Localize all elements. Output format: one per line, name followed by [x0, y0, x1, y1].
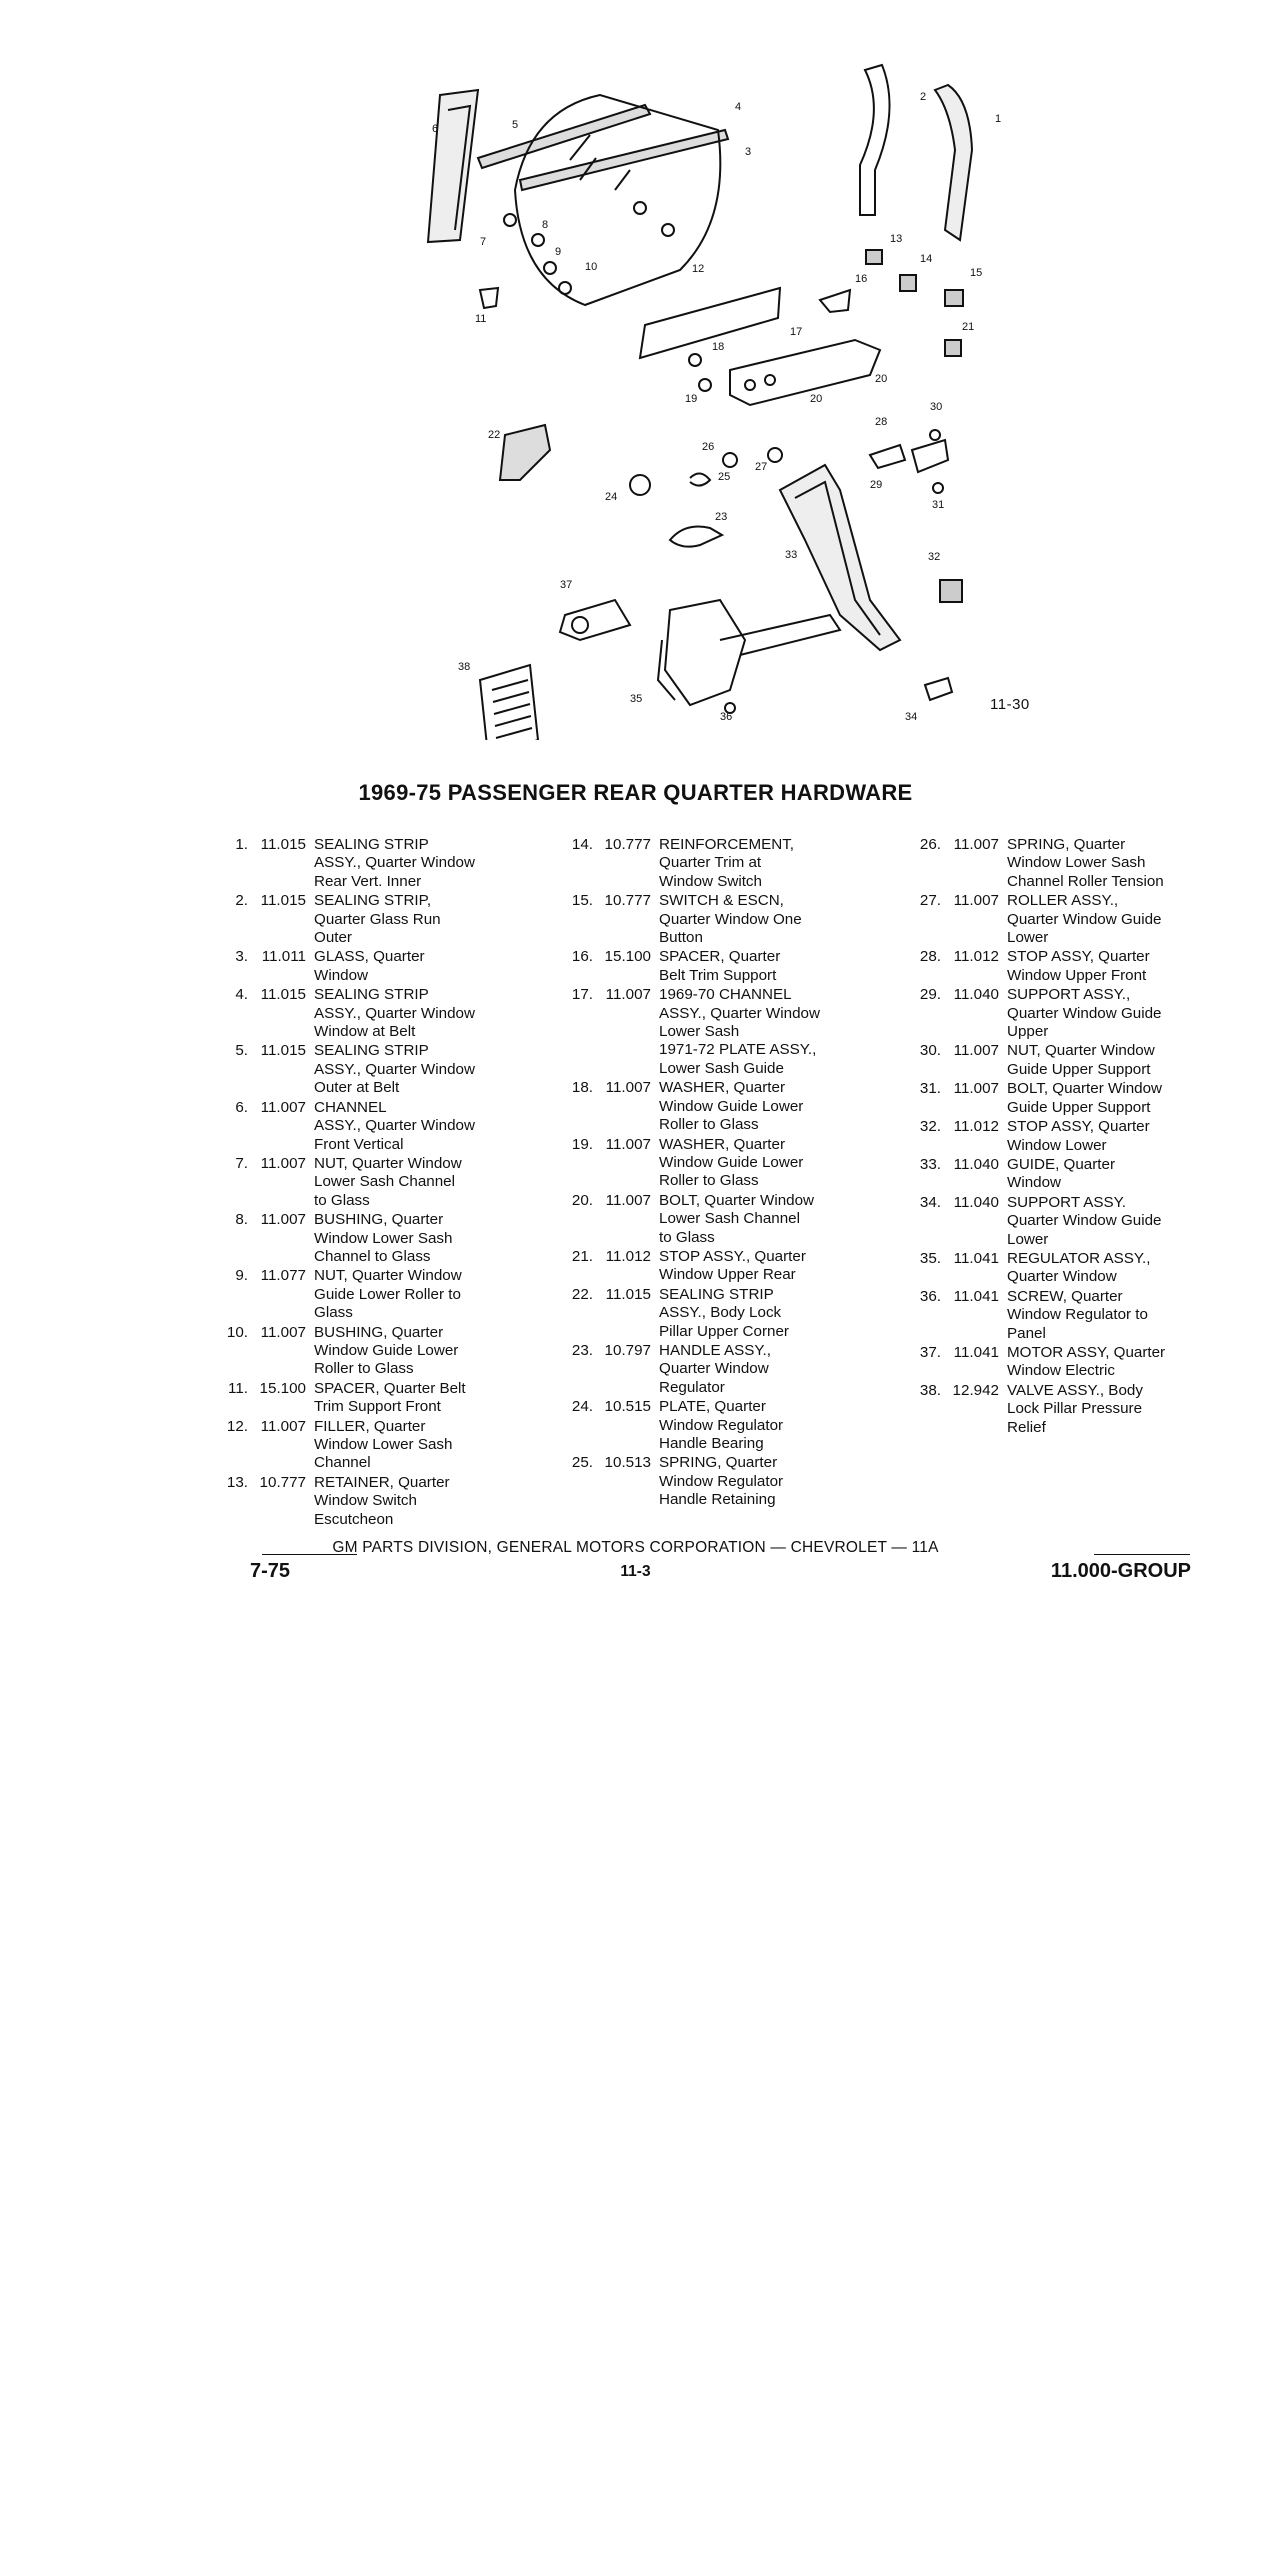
item-number: 37. [919, 1343, 941, 1361]
group-number: 11.040 [953, 1155, 999, 1173]
group-number: 11.007 [605, 1135, 651, 1153]
parts-list-item [905, 1156, 1235, 1193]
item-description: NUT, Quarter Window Guide Upper Support [1007, 1042, 1155, 1078]
parts-list-item [212, 1042, 542, 1097]
item-description: BUSHING, Quarter Window Guide Lower Roller to Glass [314, 1323, 459, 1378]
item-number: 15. [571, 892, 593, 910]
item-number: 23. [571, 1341, 593, 1359]
callout-5: 5 [512, 119, 519, 131]
item-description: SWITCH & ESCN, Quarter Window One Button [659, 892, 802, 947]
callout-1: 1 [995, 113, 1002, 125]
item-description: BOLT, Quarter Window Lower Sash Channel to Glass [659, 1191, 815, 1246]
item-description: VALVE ASSY., Body Lock Pillar Pressure Relief [1007, 1381, 1143, 1436]
parts-list-item [557, 1192, 887, 1247]
group-number: 11.015 [260, 836, 306, 853]
parts-list-item [557, 1079, 887, 1134]
item-description: STOP ASSY, Quarter Window Lower [1007, 1118, 1150, 1154]
item-number: 9. [235, 1267, 248, 1285]
group-number: 11.041 [953, 1343, 999, 1361]
item-number: 12. [226, 1417, 248, 1435]
item-number: 35. [919, 1249, 941, 1267]
item-number: 26. [919, 836, 941, 853]
item-description: SUPPORT ASSY. Quarter Window Guide Lower [1007, 1193, 1162, 1248]
parts-list-item [212, 948, 542, 985]
item-description: SEALING STRIP, Quarter Glass Run Outer [314, 892, 441, 947]
item-number: 33. [919, 1155, 941, 1173]
callout-30: 30 [930, 401, 943, 413]
parts-list-item [557, 892, 887, 947]
callout-2: 2 [920, 91, 927, 103]
parts-list-item [212, 1099, 542, 1154]
parts-list-item [905, 986, 1235, 1041]
group-number: 10.515 [604, 1398, 651, 1416]
group-number: 10.777 [604, 892, 651, 910]
parts-list-item [905, 1344, 1235, 1381]
group-number: 11.077 [260, 1267, 306, 1285]
callout-23: 23 [715, 511, 728, 523]
callout-33: 33 [785, 549, 798, 561]
item-description: SEALING STRIP ASSY., Quarter Window Outer at Belt [314, 1042, 475, 1097]
item-number: 30. [919, 1042, 941, 1060]
group-number: 10.797 [604, 1341, 651, 1359]
callout-13: 13 [890, 233, 903, 245]
parts-list-item [557, 1398, 887, 1453]
parts-list-item [905, 948, 1235, 985]
page-title: 1969-75 PASSENGER REAR QUARTER HARDWARE [358, 780, 913, 805]
parts-list-item [905, 836, 1235, 891]
item-number: 24. [571, 1398, 593, 1416]
parts-list-item [905, 1042, 1235, 1079]
callout-24: 24 [605, 491, 618, 503]
callout-11: 11 [475, 313, 487, 325]
item-number: 25. [571, 1454, 593, 1472]
item-number: 22. [571, 1285, 593, 1303]
callout-26: 26 [702, 441, 715, 453]
group-number: 11.007 [953, 836, 999, 853]
item-number: 13. [226, 1473, 248, 1491]
parts-list-item [557, 1136, 887, 1191]
callout-32: 32 [928, 551, 941, 563]
item-number: 36. [919, 1287, 941, 1305]
callout-10: 10 [585, 261, 598, 273]
item-number: 21. [571, 1247, 593, 1265]
parts-list-item [212, 1267, 542, 1322]
item-description: STOP ASSY., Quarter Window Upper Rear [659, 1247, 806, 1284]
item-number: 7. [235, 1154, 248, 1172]
item-number: 1. [235, 836, 248, 853]
item-number: 34. [919, 1193, 941, 1211]
parts-illustration [400, 40, 1080, 740]
callout-14: 14 [920, 253, 933, 265]
item-description: SCREW, Quarter Window Regulator to Panel [1007, 1287, 1148, 1342]
item-number: 28. [919, 948, 941, 966]
callout-19: 19 [685, 393, 698, 405]
parts-list-item [905, 892, 1235, 947]
item-description: SPRING, Quarter Window Regulator Handle Retaining [659, 1454, 784, 1509]
item-number: 18. [571, 1079, 593, 1097]
item-description: NUT, Quarter Window Lower Sash Channel to Glass [314, 1154, 462, 1209]
callout-6: 6 [432, 123, 439, 135]
parts-list-item [212, 1474, 542, 1529]
parts-list-item [212, 1211, 542, 1266]
callout-21: 21 [962, 321, 975, 333]
footer-group: 11.000-GROUP [1050, 1560, 1191, 1582]
callout-22: 22 [488, 429, 501, 441]
parts-list-item [557, 986, 887, 1078]
item-number: 19. [571, 1135, 593, 1153]
item-description: SUPPORT ASSY., Quarter Window Guide Upper [1007, 986, 1162, 1041]
parts-list-item [212, 1155, 542, 1210]
group-number: 12.942 [952, 1381, 999, 1399]
item-number: 29. [919, 986, 941, 1004]
group-number: 11.040 [953, 1193, 999, 1211]
item-number: 17. [571, 986, 593, 1004]
item-number: 3. [235, 948, 248, 966]
group-number: 10.513 [604, 1454, 651, 1472]
callout-35: 35 [630, 693, 643, 705]
item-description: WASHER, Quarter Window Guide Lower Roller to Glass [659, 1079, 804, 1134]
group-number: 11.007 [953, 1080, 999, 1098]
item-number: 2. [235, 892, 248, 910]
callout-27: 27 [755, 461, 768, 473]
footer-page-number: 11-3 [620, 1563, 651, 1580]
parts-list-item [557, 1342, 887, 1397]
parts-list-item [905, 1382, 1235, 1437]
item-description: BOLT, Quarter Window Guide Upper Support [1007, 1080, 1163, 1116]
item-description: REINFORCEMENT, Quarter Trim at Window Switch [659, 836, 795, 890]
item-description: SPACER, Quarter Belt Trim Support [659, 948, 781, 984]
group-number: 11.041 [953, 1249, 999, 1267]
callout-20b: 20 [810, 393, 823, 405]
item-number: 11. [228, 1379, 248, 1397]
item-description: BUSHING, Quarter Window Lower Sash Channel to Glass [314, 1211, 453, 1265]
item-description: MOTOR ASSY, Quarter Window Electric [1007, 1343, 1166, 1380]
callout-16: 16 [855, 273, 868, 285]
item-description: REGULATOR ASSY., Quarter Window [1007, 1249, 1151, 1286]
item-number: 38. [919, 1381, 941, 1399]
item-description: SPACER, Quarter Belt Trim Support Front [314, 1379, 466, 1416]
callout-4: 4 [735, 101, 742, 113]
callout-3: 3 [745, 146, 752, 158]
parts-list-item [557, 1454, 887, 1509]
group-number: 11.007 [605, 986, 651, 1004]
item-description: WASHER, Quarter Window Guide Lower Roller to Glass [659, 1135, 804, 1190]
item-description: NUT, Quarter Window Guide Lower Roller to Glass [314, 1267, 462, 1322]
item-description: CHANNEL ASSY., Quarter Window Front Vertical [314, 1098, 475, 1153]
item-description: STOP ASSY, Quarter Window Upper Front [1007, 948, 1150, 984]
parts-list-item [905, 1194, 1235, 1249]
group-number: 11.012 [953, 1118, 999, 1136]
parts-list-item [905, 1080, 1235, 1117]
item-description: SPRING, Quarter Window Lower Sash Channel Roller Tension [1007, 836, 1164, 890]
footer-publisher-line: GM PARTS DIVISION, GENERAL MOTORS CORPORATION — CHEVROLET — 11A [332, 1539, 939, 1556]
group-number: 11.007 [605, 1079, 651, 1097]
callout-31: 31 [932, 499, 945, 511]
group-number: 11.007 [953, 1042, 999, 1060]
parts-list-item [905, 1288, 1235, 1343]
group-number: 11.015 [260, 1042, 306, 1060]
group-number: 11.041 [953, 1287, 999, 1305]
parts-list-item [557, 1286, 887, 1341]
parts-list-column-2 [557, 836, 887, 1511]
group-number: 11.007 [260, 1098, 306, 1116]
item-description: GUIDE, Quarter Window [1007, 1155, 1116, 1192]
group-number: 11.007 [260, 1417, 306, 1435]
callout-38: 38 [458, 661, 471, 673]
item-number: 4. [235, 986, 248, 1004]
group-number: 11.015 [260, 892, 306, 910]
group-number: 11.015 [605, 1285, 651, 1303]
callout-20: 20 [875, 373, 888, 385]
parts-list-item [212, 836, 542, 891]
item-description: SEALING STRIP ASSY., Quarter Window Window at Belt [314, 986, 475, 1041]
item-description: PLATE, Quarter Window Regulator Handle Bearing [659, 1398, 784, 1452]
item-description: GLASS, Quarter Window [314, 948, 425, 984]
parts-list-item [905, 1250, 1235, 1287]
callout-labels [432, 91, 1001, 723]
item-description: 1969-70 CHANNEL ASSY., Quarter Window Lower Sash 1971-72 PLATE ASSY., Lower Sash Guide [659, 986, 820, 1077]
item-description: RETAINER, Quarter Window Switch Escutcheon [314, 1473, 450, 1528]
callout-36: 36 [720, 711, 733, 723]
group-number: 11.012 [605, 1247, 651, 1265]
callout-15: 15 [970, 267, 983, 279]
parts-list-item [212, 1324, 542, 1379]
item-number: 6. [235, 1098, 248, 1116]
callout-28: 28 [875, 416, 888, 428]
item-number: 20. [571, 1191, 593, 1209]
parts-list-item [557, 836, 887, 891]
parts-list-column-3 [905, 836, 1235, 1438]
item-number: 10. [226, 1323, 248, 1341]
group-number: 11.015 [260, 986, 306, 1004]
callout-34: 34 [905, 711, 918, 723]
footer-date: 7-75 [250, 1560, 291, 1582]
callout-9: 9 [555, 246, 562, 258]
callout-18: 18 [712, 341, 725, 353]
figure-number: 11-30 [990, 696, 1030, 713]
parts-list-item [905, 1118, 1235, 1155]
item-number: 32. [919, 1118, 941, 1136]
group-number: 11.007 [953, 892, 999, 910]
callout-25: 25 [718, 471, 731, 483]
callout-7: 7 [480, 236, 487, 248]
parts-list-item [557, 948, 887, 985]
item-number: 14. [571, 836, 593, 853]
item-description: ROLLER ASSY., Quarter Window Guide Lower [1007, 892, 1162, 947]
item-description: SEALING STRIP ASSY., Body Lock Pillar Upper Corner [659, 1285, 789, 1340]
item-number: 31. [919, 1080, 941, 1098]
group-number: 15.100 [604, 948, 651, 966]
group-number: 11.012 [953, 948, 999, 966]
item-description: FILLER, Quarter Window Lower Sash Channel [314, 1417, 453, 1472]
callout-29: 29 [870, 479, 883, 491]
item-number: 16. [571, 948, 593, 966]
group-number: 15.100 [259, 1379, 306, 1397]
item-number: 8. [235, 1211, 248, 1229]
callout-37: 37 [560, 579, 573, 591]
item-description: HANDLE ASSY., Quarter Window Regulator [659, 1341, 771, 1396]
callout-17: 17 [790, 326, 803, 338]
group-number: 11.011 [261, 948, 306, 966]
callout-8: 8 [542, 219, 549, 231]
item-number: 27. [919, 892, 941, 910]
group-number: 11.007 [260, 1211, 306, 1229]
item-number: 5. [235, 1042, 248, 1060]
group-number: 11.007 [260, 1323, 306, 1341]
item-description: SEALING STRIP ASSY., Quarter Window Rear Vert. Inner [314, 836, 475, 890]
group-number: 11.040 [953, 986, 999, 1004]
group-number: 10.777 [604, 836, 651, 853]
parts-list-item [212, 986, 542, 1041]
callout-12: 12 [692, 263, 705, 275]
group-number: 11.007 [605, 1191, 651, 1209]
group-number: 11.007 [260, 1154, 306, 1172]
parts-list-item [557, 1248, 887, 1285]
parts-list-item [212, 1380, 542, 1417]
parts-list-item [212, 1418, 542, 1473]
exploded-parts-diagram [400, 40, 1080, 740]
parts-list-column-1 [212, 836, 542, 1530]
parts-list-item [212, 892, 542, 947]
group-number: 10.777 [259, 1473, 306, 1491]
